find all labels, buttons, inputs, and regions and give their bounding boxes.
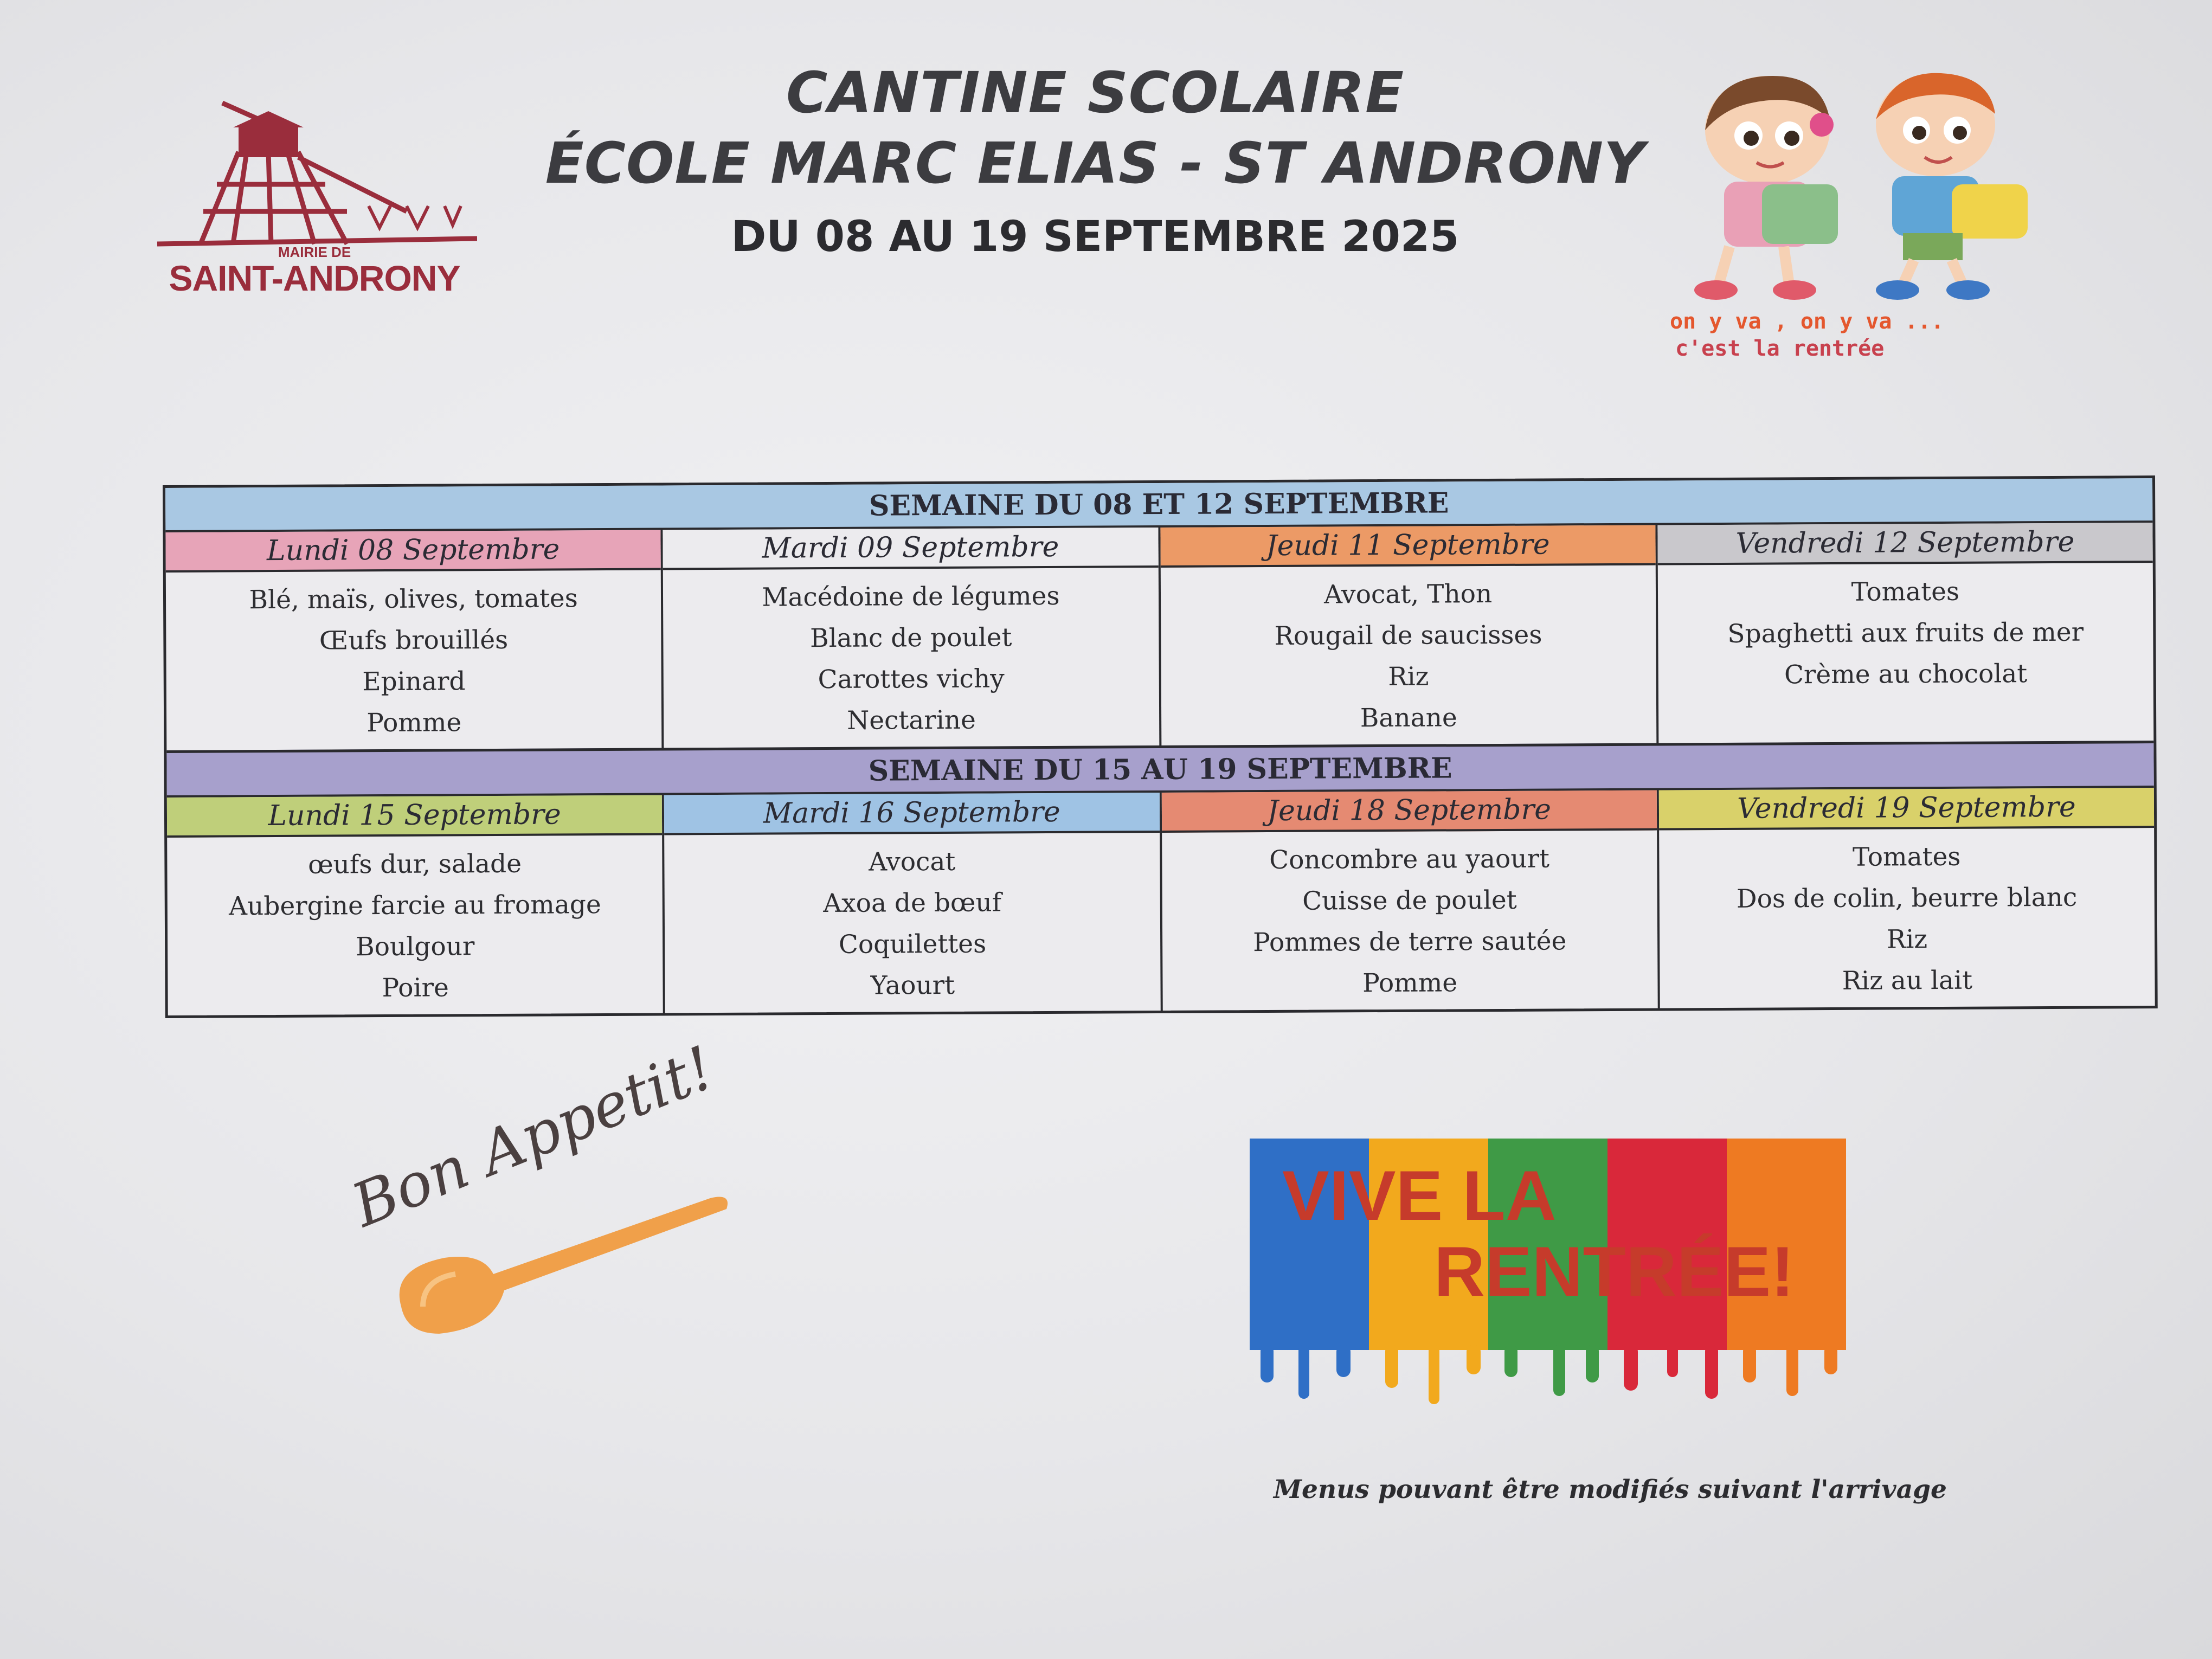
day-column <box>165 530 664 750</box>
day-header: Lundi 15 Septembre <box>167 795 663 838</box>
fishing-hut-icon <box>152 92 477 255</box>
day-column <box>1659 788 2155 1008</box>
kids-caption-line-2: c'est la rentrée <box>1675 336 1885 361</box>
title-line-1: CANTINE SCOLAIRE <box>786 60 1404 126</box>
week-2-header: SEMAINE DU 15 AU 19 SEPTEMBRE <box>166 741 2153 798</box>
menu-item: Tomates <box>1852 841 1961 872</box>
menu-item: Banane <box>1360 703 1457 734</box>
date-range: DU 08 AU 19 SEPTEMBRE 2025 <box>731 213 1459 261</box>
day-header: Mardi 16 Septembre <box>664 793 1160 835</box>
kids-walking-image <box>1659 70 2071 304</box>
menu-item: Riz <box>1886 924 1928 955</box>
menu-item: Pommes de terre sautée <box>1253 926 1567 958</box>
menu-item: Avocat <box>869 846 956 877</box>
day-column <box>664 793 1162 1013</box>
day-header: Vendredi 19 Septembre <box>1659 788 2155 830</box>
menu-item: Avocat, Thon <box>1323 579 1493 610</box>
footer-note: Menus pouvant être modifiés suivant l'arrivage <box>1274 1475 1947 1504</box>
mairie-logo <box>152 92 477 309</box>
menu-item: Boulgour <box>356 931 475 962</box>
menu-item: Aubergine farcie au fromage <box>228 890 601 922</box>
menu-item: Œufs brouillés <box>319 625 509 656</box>
menu-item: Nectarine <box>846 705 976 736</box>
menu-item: Cuisse de poulet <box>1302 885 1517 916</box>
day-column <box>1657 523 2153 743</box>
menu-item: Blé, maïs, olives, tomates <box>249 583 578 615</box>
week-2-days <box>167 788 2155 1015</box>
menu-item: Yaourt <box>870 970 955 1001</box>
logo-mairie-text: MAIRIE DE <box>278 244 351 260</box>
week-1-header: SEMAINE DU 08 ET 12 SEPTEMBRE <box>165 478 2152 532</box>
menu-item: Riz <box>1388 661 1429 692</box>
menu-item: Carottes vichy <box>818 664 1005 695</box>
bon-appetit-illustration <box>343 1032 748 1345</box>
kids-illustration <box>1659 70 2071 374</box>
menu-item: œufs dur, salade <box>307 848 522 880</box>
vive-line-2: RENTRÉE! <box>1434 1232 1795 1311</box>
menu-item: Macédoine de légumes <box>762 581 1060 613</box>
day-header: Vendredi 12 Septembre <box>1657 523 2153 565</box>
menu-item: Pomme <box>366 708 462 738</box>
menu-item: Coquilettes <box>838 929 987 960</box>
menu-item: Concombre au yaourt <box>1269 844 1550 876</box>
menu-item: Dos de colin, beurre blanc <box>1736 882 2078 914</box>
day-column <box>167 795 665 1015</box>
menu-table <box>163 475 2158 1018</box>
menu-item: Crème au chocolat <box>1784 659 2028 690</box>
day-header: Jeudi 11 Septembre <box>1160 525 1656 568</box>
title-line-2: ÉCOLE MARC ELIAS - ST ANDRONY <box>545 130 1645 196</box>
logo-name: SAINT-ANDRONY <box>169 258 460 298</box>
day-header: Mardi 09 Septembre <box>663 528 1159 570</box>
menu-item: Pomme <box>1362 968 1458 999</box>
day-header: Jeudi 18 Septembre <box>1161 790 1657 833</box>
day-header: Lundi 08 Septembre <box>165 530 661 573</box>
menu-item: Rougail de saucisses <box>1274 620 1542 651</box>
menu-item: Spaghetti aux fruits de mer <box>1727 617 2084 649</box>
menu-item: Axoa de bœuf <box>823 888 1002 919</box>
vive-la-rentree-banner <box>1250 1139 1846 1410</box>
menu-item: Poire <box>382 973 449 1004</box>
bon-appetit-text: Bon Appetit! <box>343 1032 724 1240</box>
menu-item: Epinard <box>362 666 466 697</box>
menu-item: Tomates <box>1851 576 1960 607</box>
vive-line-1: VIVE LA <box>1282 1156 1557 1235</box>
menu-item: Blanc de poulet <box>809 622 1012 654</box>
day-column <box>1160 525 1658 745</box>
kids-caption-line-1: on y va , on y va ... <box>1670 309 1944 334</box>
menu-item: Riz au lait <box>1842 965 1973 996</box>
day-column <box>663 528 1161 748</box>
day-column <box>1161 790 1660 1011</box>
week-1-days <box>165 523 2153 750</box>
